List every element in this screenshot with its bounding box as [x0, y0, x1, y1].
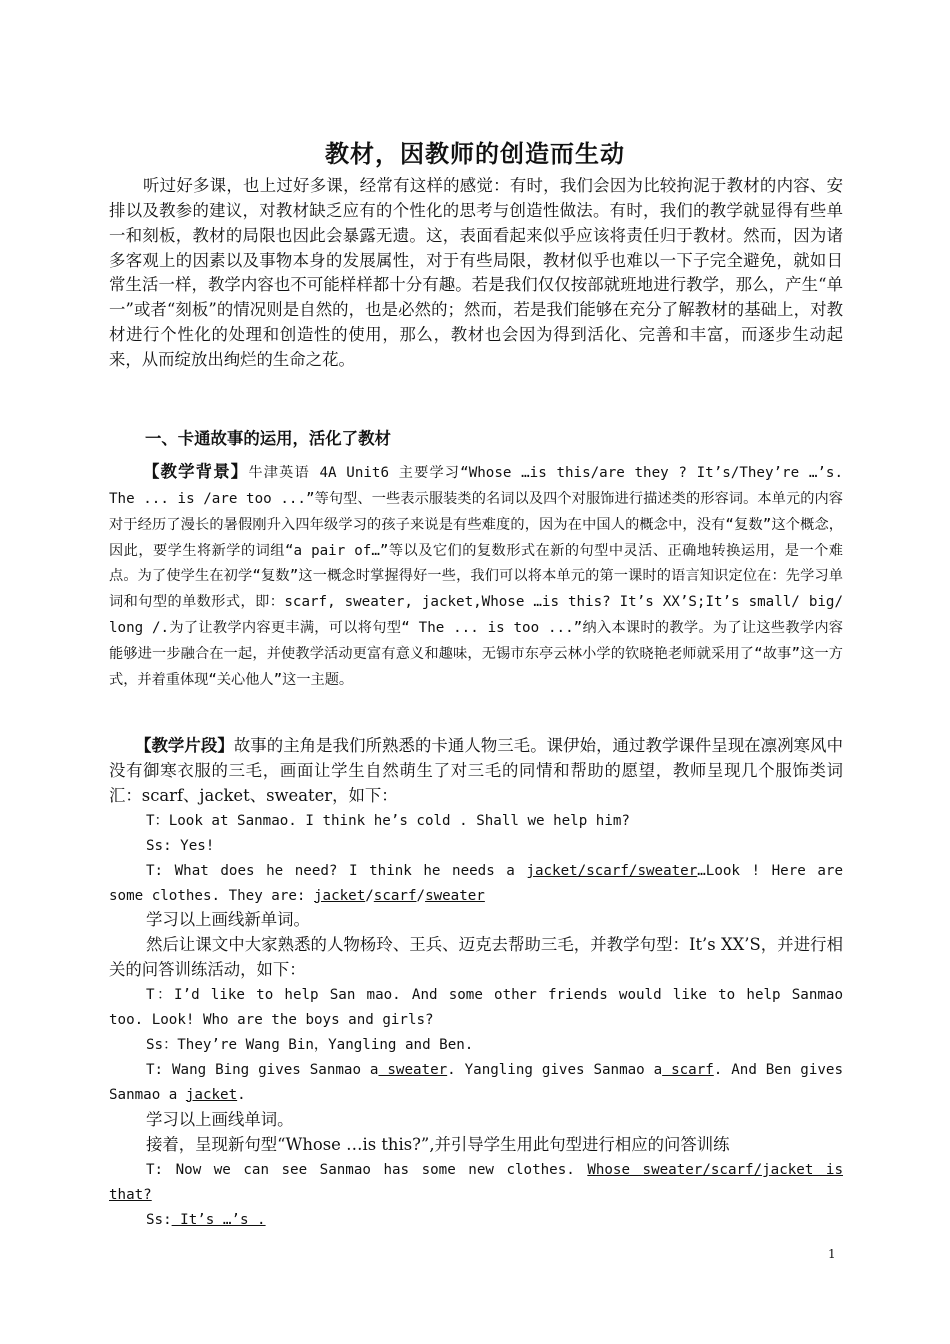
underlined-question: Whose sweater/scarf/jacket is that? [109, 1162, 843, 1203]
underlined-word: sweater [425, 887, 485, 904]
teaching-background-paragraph [109, 460, 843, 693]
slash: / [365, 887, 374, 904]
background-text: 牛津英语 4A Unit6 主要学习“Whose …is this/are they ? It’s/They’re …’s. The ... is /are too ...”等句型、一些表示服装类的名词以及四个对服饰进行描述类的形容词。本单元的内容对于经历了漫长的暑假刚升入四年级学习的孩子来说是有些难度的，因为在中国人的概念中，没有“复数”这个概念，因此，要学生将新学的词组“a pair of…”等以及它们的复数形式在新的句型中灵活、正确地转换运用，是一个难点。为了使学生在初学“复数”这一概念时掌握得好一些，我们可以将本单元的第一课时的语言知识定位在：先学习单词和句型的单数形式，即：scarf, sweater, jacket,Whose …is this? It’s XX’S;It’s small/ big/ long /.为了让教学内容更丰满，可以将句型“ The ... is too ...”纳入本课时的教学。为了让这些教学内容能够进一步融合在一起，并使教学活动更富有意义和趣味，无锡市东亭云林小学的钦晓艳老师就采用了“故事”这一方式，并着重体现“关心他人”这一主题。 [109, 465, 844, 688]
dialogue-line-5: Ss：They’re Wang Bin，Yangling and Ben. [146, 1037, 474, 1053]
underlined-words: jacket/scarf/sweater [526, 863, 698, 879]
teaching-fragment-paragraph [109, 734, 843, 809]
dialogue-line-8 [109, 1208, 843, 1233]
note-line-1: 学习以上画线新单词。 [146, 910, 310, 929]
fragment-text: 故事的主角是我们所熟悉的卡通人物三毛。课伊始，通过教学课件呈现在凛冽寒风中没有御寒衣服的三毛，画面让学生自然萌生了对三毛的同情和帮助的愿望，教师呈现几个服饰类词汇：scarf、jacket、sweater，如下： [109, 736, 844, 805]
dialogue-text: T: Now we can see Sanmao has some new clothes. [146, 1162, 588, 1178]
underlined-word: sweater [378, 1062, 448, 1078]
underlined-word: jacket [314, 887, 366, 904]
underlined-answer: It’s …’s . [171, 1212, 266, 1228]
note-line-3: 学习以上画线单词。 [146, 1110, 294, 1129]
intro-paragraph: 听过好多课，也上过好多课，经常有这样的感觉：有时，我们会因为比较拘泥于教材的内容、安排以及教参的建议，对教材缺乏应有的个性化的思考与创造性做法。有时，我们的教学就显得有些单一和刻板，教材的局限也因此会暴露无遗。这，表面看起来似乎应该将责任归于教材。然而，因为诸多客观上的因素以及事物本身的发展属性，对于有些局限，教材似乎也难以一下子完全避免，就如日常生活一样，教学内容也不可能样样都十分有趣。若是我们仅仅按部就班地进行教学，那么，产生“单一”或者“刻板”的情况则是自然的，也是必然的；然而，若是我们能够在充分了解教材的基础上，对教材进行个性化的处理和创造性的使用，那么，教材也会因为得到活化、完善和丰富，而逐步生动起来，从而绽放出绚烂的生命之花。 [109, 176, 843, 369]
page-number: 1 [828, 1247, 836, 1261]
dialogue-text: . Yangling gives Sanmao a [447, 1062, 663, 1078]
underlined-word: scarf [373, 887, 417, 904]
underlined-word: scarf [662, 1062, 714, 1078]
dialogue-text: T: What does he need? I think he needs a [146, 863, 527, 879]
dialogue-text: T: Wang Bing gives Sanmao a [146, 1062, 379, 1078]
slash: / [416, 887, 426, 904]
document-title: 教材，因教师的创造而生动 [325, 139, 625, 168]
dialogue-line-2: Ss: Yes! [146, 838, 215, 854]
dialogue-text: . [237, 1086, 246, 1103]
dialogue-text: Ss: [146, 1212, 172, 1228]
dialogue-text: . And Ben gives Sanmao a [109, 1062, 844, 1103]
underlined-word: jacket [185, 1086, 238, 1103]
dialogue-line-3 [109, 859, 843, 909]
background-label: 【教学背景】 [143, 462, 249, 481]
fragment-label: 【教学片段】 [135, 736, 234, 755]
dialogue-line-4: T：I’d like to help San mao. And some other friends would like to help Sanmao too. Look! Who are the boys and girls? [109, 987, 843, 1028]
note-line-2: 然后让课文中大家熟悉的人物杨玲、王兵、迈克去帮助三毛，并教学句型：It’s XX’S，并进行相关的问答训练活动，如下： [109, 935, 843, 979]
dialogue-line-7 [109, 1158, 843, 1208]
dialogue-line-6 [109, 1058, 843, 1108]
dialogue-text: …Look ! Here are some clothes. They are: [109, 863, 843, 904]
section-heading: 一、卡通故事的运用，活化了教材 [145, 429, 391, 448]
note-line-4: 接着，呈现新句型“Whose …is this?”,并引导学生用此句型进行相应的问答训练 [146, 1135, 730, 1154]
dialogue-line-1: T：Look at Sanmao. I think he’s cold . Shall we help him? [146, 813, 630, 829]
